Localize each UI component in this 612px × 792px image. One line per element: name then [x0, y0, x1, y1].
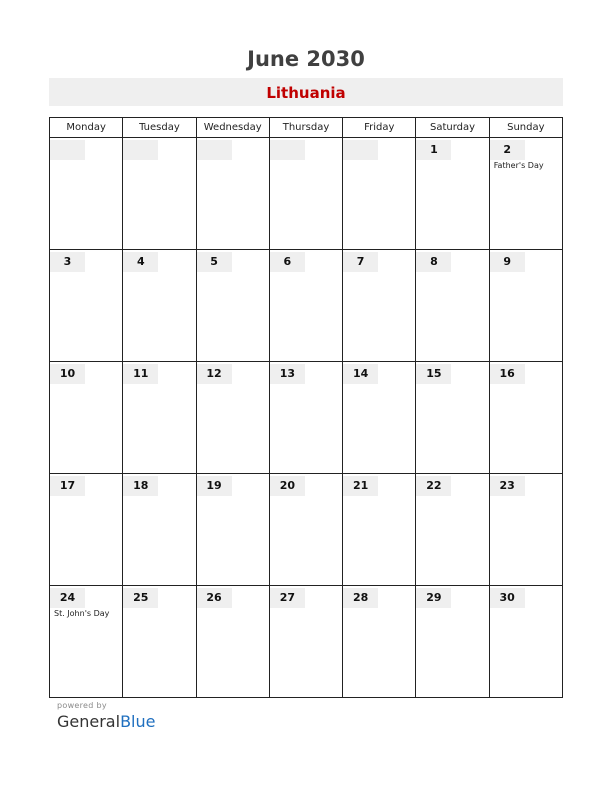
country-banner — [49, 78, 563, 106]
day-cell — [416, 362, 489, 474]
day-cell — [196, 586, 269, 698]
week-row — [50, 250, 563, 362]
empty-day-marker — [50, 140, 85, 160]
week-row — [50, 362, 563, 474]
day-number: 5 — [197, 252, 232, 272]
day-cell — [489, 362, 562, 474]
brand-logo-general: General — [57, 712, 121, 731]
week-row — [50, 474, 563, 586]
day-cell — [269, 362, 342, 474]
day-number: 8 — [416, 252, 451, 272]
empty-day-cell — [196, 138, 269, 250]
day-number: 11 — [123, 364, 158, 384]
day-number: 17 — [50, 476, 85, 496]
day-cell — [343, 586, 416, 698]
day-number: 2 — [490, 140, 525, 160]
day-cell — [416, 586, 489, 698]
day-number: 29 — [416, 588, 451, 608]
empty-day-marker — [343, 140, 378, 160]
day-number: 1 — [416, 140, 451, 160]
day-cell — [50, 362, 123, 474]
day-cell — [416, 474, 489, 586]
holiday-label: Father's Day — [493, 161, 544, 170]
weekday-header: Sunday — [489, 118, 562, 138]
day-number: 4 — [123, 252, 158, 272]
day-cell — [123, 362, 196, 474]
calendar-title: June 2030 — [247, 47, 365, 71]
day-cell — [50, 250, 123, 362]
weekday-header-row — [50, 118, 563, 138]
empty-day-cell — [50, 138, 123, 250]
weekday-header: Friday — [343, 118, 416, 138]
empty-day-marker — [270, 140, 305, 160]
day-cell — [196, 250, 269, 362]
day-number: 7 — [343, 252, 378, 272]
day-number: 30 — [490, 588, 525, 608]
brand-logo-blue: Blue — [120, 712, 156, 731]
empty-day-cell — [269, 138, 342, 250]
day-number: 25 — [123, 588, 158, 608]
calendar-body — [50, 138, 563, 698]
day-number: 14 — [343, 364, 378, 384]
day-number: 19 — [197, 476, 232, 496]
brand-logo[interactable] — [57, 712, 155, 731]
empty-day-cell — [123, 138, 196, 250]
day-number: 16 — [490, 364, 525, 384]
day-number: 15 — [416, 364, 451, 384]
weekday-header: Saturday — [416, 118, 489, 138]
weekday-header: Monday — [50, 118, 123, 138]
day-cell — [123, 474, 196, 586]
day-cell — [416, 250, 489, 362]
empty-day-marker — [123, 140, 158, 160]
day-number: 27 — [270, 588, 305, 608]
week-row — [50, 138, 563, 250]
day-number: 20 — [270, 476, 305, 496]
day-number: 28 — [343, 588, 378, 608]
day-number: 22 — [416, 476, 451, 496]
week-row — [50, 586, 563, 698]
day-number: 12 — [197, 364, 232, 384]
day-cell — [269, 474, 342, 586]
day-cell — [50, 474, 123, 586]
empty-day-marker — [197, 140, 232, 160]
day-number: 13 — [270, 364, 305, 384]
weekday-header: Thursday — [269, 118, 342, 138]
day-cell — [489, 586, 562, 698]
day-cell — [489, 250, 562, 362]
day-cell — [50, 586, 123, 698]
day-number: 10 — [50, 364, 85, 384]
day-cell — [123, 250, 196, 362]
day-number: 23 — [490, 476, 525, 496]
day-cell — [416, 138, 489, 250]
day-number: 9 — [490, 252, 525, 272]
weekday-header: Wednesday — [196, 118, 269, 138]
day-number: 18 — [123, 476, 158, 496]
holiday-label: St. John's Day — [54, 609, 110, 618]
powered-by-text: powered by — [57, 701, 107, 710]
day-cell — [196, 362, 269, 474]
day-cell — [343, 362, 416, 474]
day-cell — [343, 250, 416, 362]
country-name: Lithuania — [266, 84, 346, 102]
day-number: 26 — [197, 588, 232, 608]
day-number: 24 — [50, 588, 85, 608]
footer-branding — [57, 701, 155, 731]
calendar-grid — [49, 117, 563, 698]
day-number: 21 — [343, 476, 378, 496]
day-cell — [489, 474, 562, 586]
day-number: 6 — [270, 252, 305, 272]
day-cell — [196, 474, 269, 586]
day-cell — [123, 586, 196, 698]
day-number: 3 — [50, 252, 85, 272]
empty-day-cell — [343, 138, 416, 250]
day-cell — [489, 138, 562, 250]
day-cell — [269, 250, 342, 362]
weekday-header: Tuesday — [123, 118, 196, 138]
day-cell — [269, 586, 342, 698]
day-cell — [343, 474, 416, 586]
